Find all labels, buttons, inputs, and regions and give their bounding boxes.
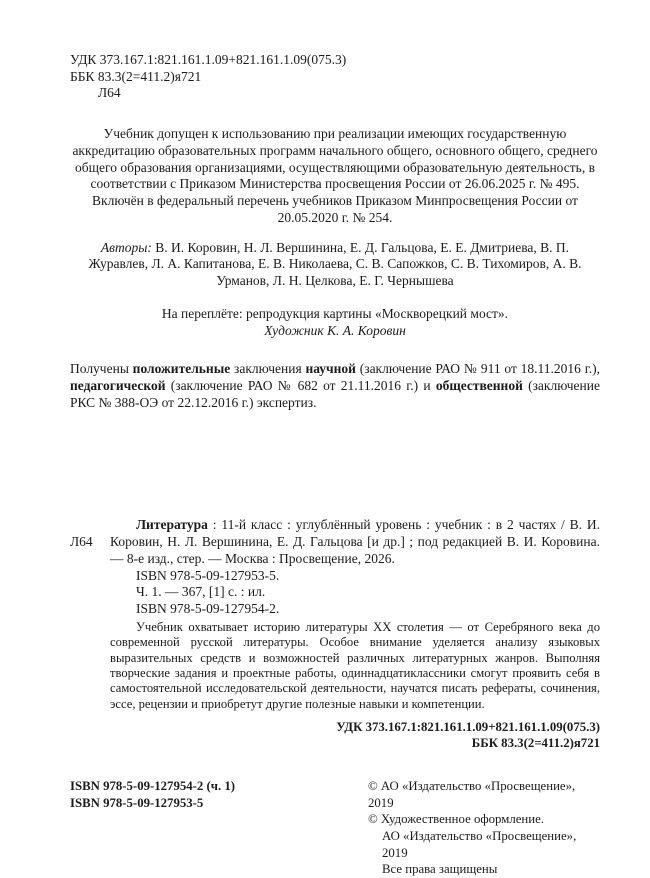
authors-paragraph (70, 240, 600, 290)
cover-note: На переплёте: репродукция картины «Москворецкий мост». (161, 305, 509, 321)
expertise-segment-bold: положительные (132, 361, 231, 377)
expertise-segment: Получены (70, 361, 133, 377)
copyright-design-publisher: АО «Издательство «Просвещение», 2019 (382, 828, 577, 860)
expertise-paragraph (70, 361, 600, 411)
udk-number: УДК 373.167.1:821.161.1.09+821.161.1.09(075.3) (70, 52, 347, 67)
isbn-part: ISBN 978-5-09-127954-2. (136, 601, 280, 617)
expertise-segment: (заключение РАО № 911 от 18.11.2016 г.), (355, 361, 600, 377)
copyright-block (368, 778, 600, 878)
annotation-text: Учебник охватывает историю литературы XX столетия — от Серебряного века до современной русской литературы. Особое внимание уделяется анализу языковых выразительных средств и возможностей различных литературных жанров. Выполняя творческие задания и проектные работы, одиннадцатиклассники смогут проявить себя в самостоятельной исследовательской деятельности, научатся писать рефераты, сочинения, эссе, рецензии и приобретут другие полезные навыки и компетенции. (110, 619, 600, 711)
copyright-design: © Художественное оформление. (368, 812, 544, 827)
copyright-publisher: © АО «Издательство «Просвещение», 2019 (368, 779, 576, 810)
bib-details: : 11-й класс : углублённый уровень : учебник : в 2 частях / В. И. Коровин, Н. Л. Вершинина, Е. Д. Гальцова [и др.] ; под редакцией В. И. Коровина. — 8-е изд., стер. — Москва : Просвещение, 2026. (110, 517, 600, 566)
approval-statement: Учебник допущен к использованию при реализации имеющих государственную аккредитацию образовательных программ начального общего, основного общего, среднего общего образования организациями, осуществляющими образовательную деятельность, в соответствии с Приказом Министерства просвещения России от 26.06.2025 г. № 495. Включён в федеральный перечень учебников Приказом Минпросвещения России от 20.05.2020 г. № 254. (72, 126, 598, 225)
expertise-segment: (заключение РКС № 388-ОЭ от 22.12.2016 г.) экспертиз. (70, 378, 600, 410)
cover-artist: Художник К. А. Коровин (264, 322, 406, 338)
expertise-segment-bold: педагогической (70, 378, 166, 394)
part-info: Ч. 1. — 367, [1] с. : ил. (136, 584, 266, 600)
copyright-rights: Все права защищены (382, 862, 498, 877)
expertise-segment: заключения (230, 361, 306, 377)
expertise-segment: (заключение РАО № 682 от 21.11.2016 г.) и (165, 378, 436, 394)
bib-description (110, 517, 600, 567)
footer-isbn-part: ISBN 978-5-09-127954-2 (ч. 1) (70, 779, 236, 794)
authors-label: Авторы: (100, 239, 152, 255)
imprint-footer (70, 778, 600, 878)
expertise-segment-bold: общественной (435, 378, 523, 394)
bbk-number: ББК 83.3(2=411.2)я721 (70, 68, 202, 84)
udk-bottom: УДК 373.167.1:821.161.1.09+821.161.1.09(075.3) (336, 720, 600, 735)
bbk-bottom: ББК 83.3(2=411.2)я721 (471, 736, 600, 751)
footer-isbn-set: ISBN 978-5-09-127953-5 (70, 795, 204, 810)
bib-title: Литература (136, 517, 208, 533)
bib-code: Л64 (70, 534, 93, 550)
authors-names: В. И. Коровин, Н. Л. Вершинина, Е. Д. Гальцова, Е. Е. Дмитриева, В. П. Журавлев, Л. А. Капитанова, Е. В. Николаева, С. В. Сапожков, С. В. Тихомиров, А. В. Урманов, Л. Н. Целкова, Е. Г. Чернышева (88, 239, 582, 289)
author-sign-code: Л64 (98, 85, 121, 101)
expertise-segment-bold: научной (305, 361, 356, 377)
bibliographic-entry (70, 517, 600, 752)
footer-isbn-block (70, 778, 235, 811)
isbn-edition: ISBN 978-5-09-127953-5. (136, 567, 280, 583)
classification-header (70, 52, 600, 102)
